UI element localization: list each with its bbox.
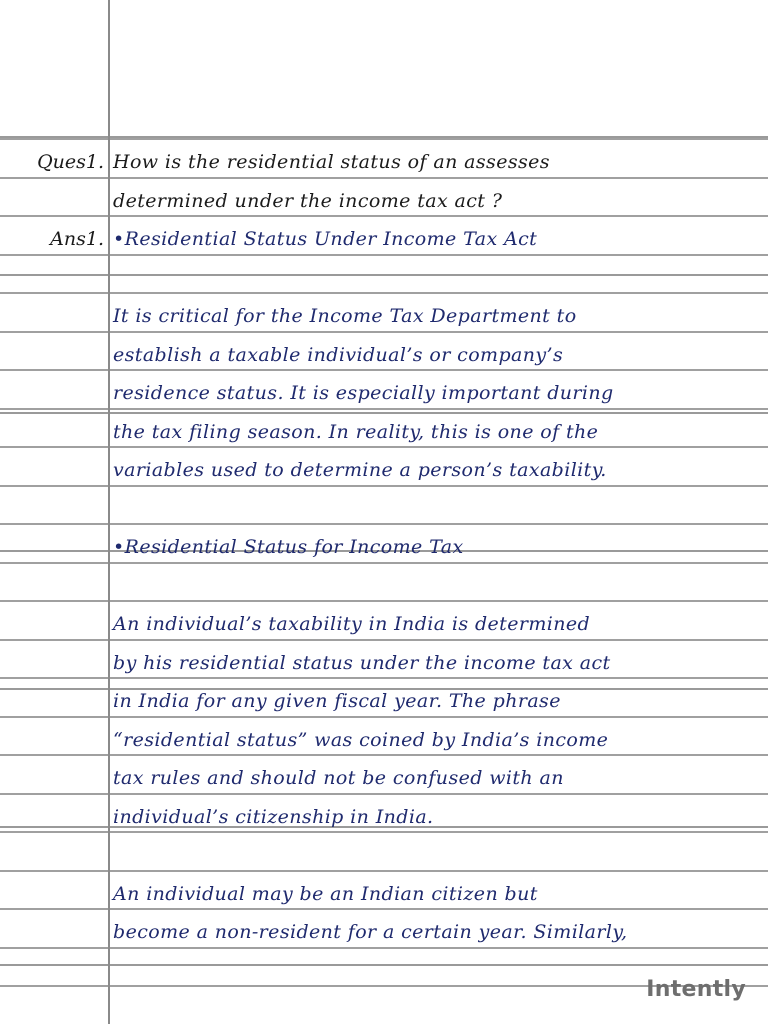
answer-heading-2: •Residential Status for Income Tax: [113, 535, 464, 558]
question-text: How is the residential status of an assesses: [113, 150, 550, 173]
paragraph-text: residence status. It is especially important during: [113, 381, 614, 404]
paragraph-text: in India for any given fiscal year. The phrase: [113, 689, 561, 712]
paragraph-2-line: [0, 716, 768, 755]
paragraph-1-line: [0, 331, 768, 370]
paragraph-text: by his residential status under the income tax act: [113, 651, 611, 674]
question-line-2: [0, 177, 768, 216]
paragraph-text: It is critical for the Income Tax Department to: [113, 304, 577, 327]
answer-label: Ans1.: [50, 227, 104, 250]
paragraph-2-line: [0, 639, 768, 678]
paragraph-text: An individual may be an Indian citizen but: [113, 882, 538, 905]
paragraph-2-line: [0, 754, 768, 793]
paragraph-text: become a non-resident for a certain year. Similarly,: [113, 920, 628, 943]
paragraph-1-line: [0, 292, 768, 331]
watermark-logo: Intently: [646, 977, 746, 1002]
paragraph-1-line: [0, 408, 768, 447]
ruled-line: [0, 562, 768, 564]
paragraph-text: variables used to determine a person’s taxability.: [113, 458, 607, 481]
ruled-line: [0, 254, 768, 256]
answer-heading-2-row: [0, 523, 768, 562]
paragraph-text: “residential status” was coined by India’s income: [113, 728, 609, 751]
question-text: determined under the income tax act ?: [113, 189, 503, 212]
ruled-line: [0, 485, 768, 487]
paragraph-3-line: [0, 908, 768, 947]
paragraph-1-line: [0, 369, 768, 408]
paragraph-2-line: [0, 677, 768, 716]
paragraph-2-line: [0, 600, 768, 639]
answer-heading-1: •Residential Status Under Income Tax Act: [113, 227, 538, 250]
paragraph-text: the tax filing season. In reality, this is one of the: [113, 420, 599, 443]
ruled-line: [0, 947, 768, 949]
question-line-1: [0, 138, 768, 177]
paragraph-text: individual’s citizenship in India.: [113, 805, 434, 828]
paragraph-text: tax rules and should not be confused with an: [113, 766, 564, 789]
question-label: Ques1.: [37, 150, 104, 173]
paragraph-text: An individual’s taxability in India is determined: [113, 612, 591, 635]
paragraph-text: establish a taxable individual’s or company’s: [113, 343, 564, 366]
paragraph-2-line: [0, 793, 768, 832]
answer-heading-1-row: [0, 215, 768, 254]
paragraph-3-line: [0, 870, 768, 909]
paragraph-1-line: [0, 446, 768, 485]
